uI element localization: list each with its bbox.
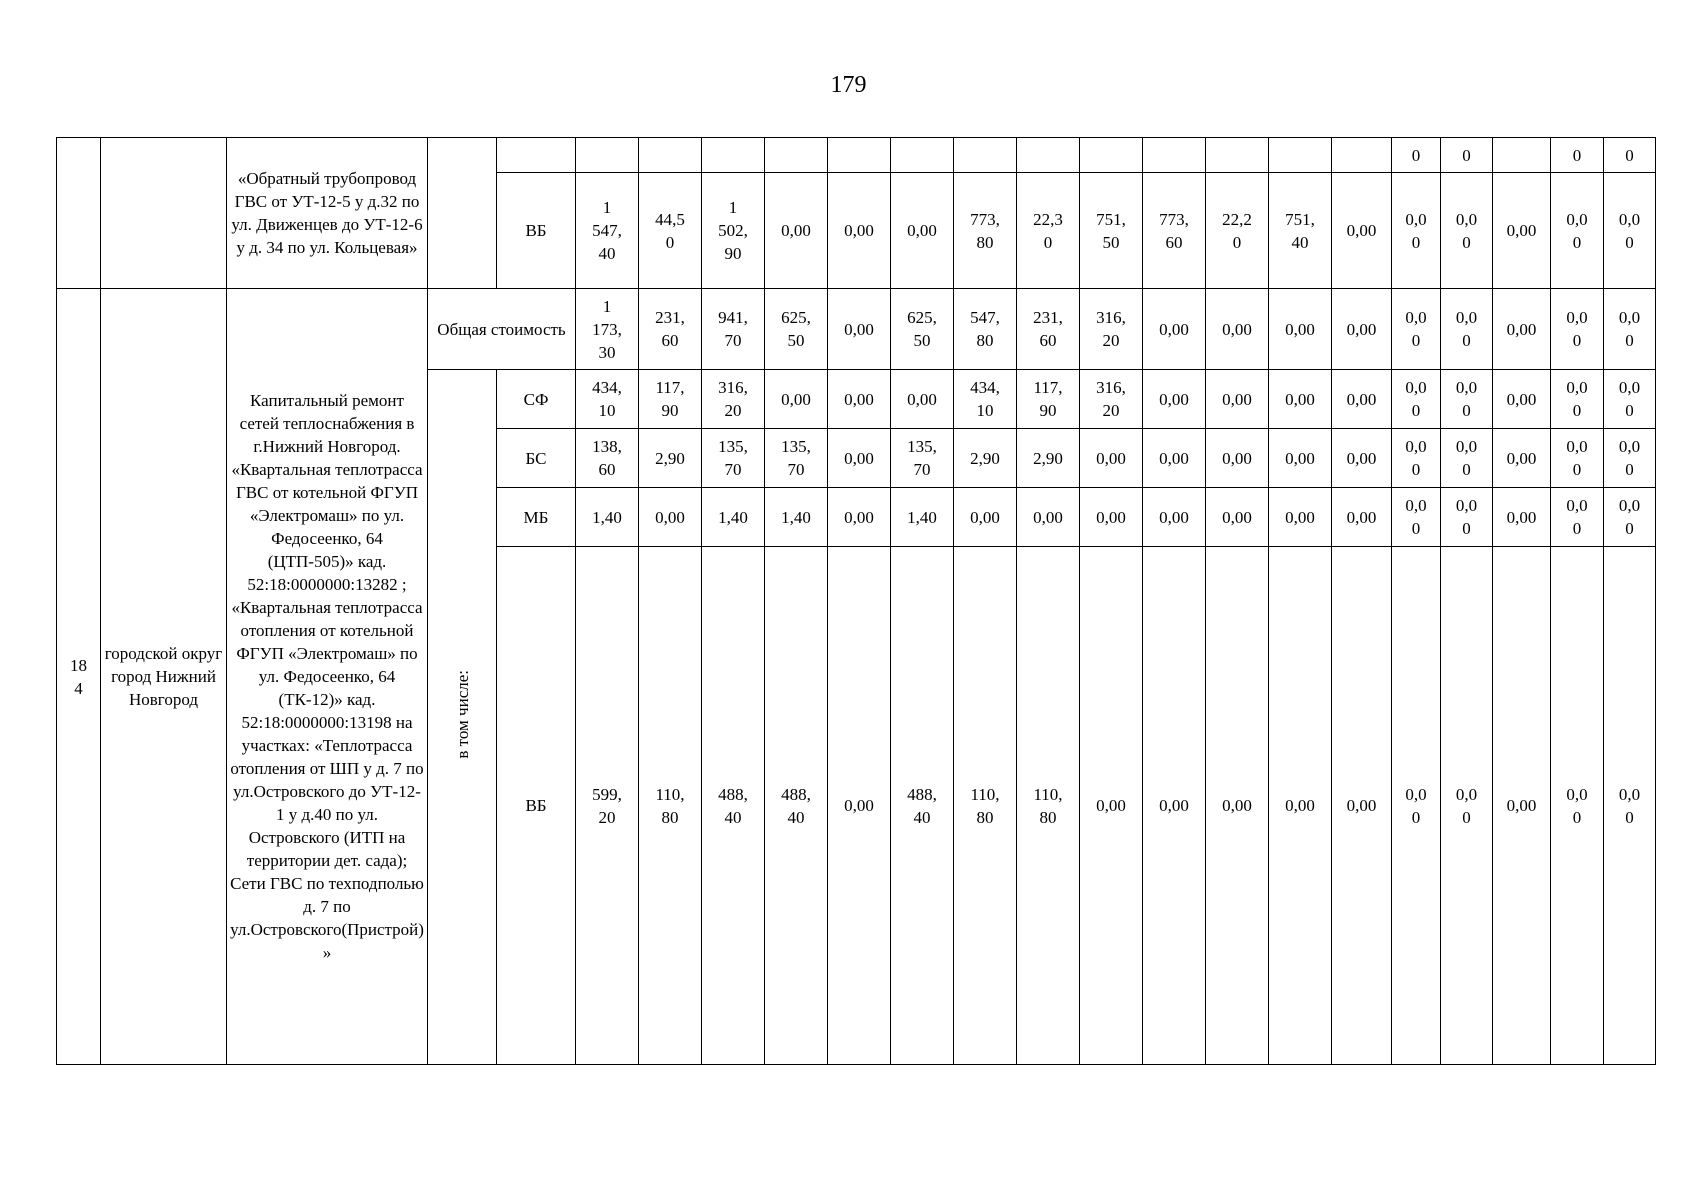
value-cell: 0,0 0 xyxy=(1392,289,1441,370)
value-cell: 316, 20 xyxy=(1080,370,1143,429)
value-cell: 0,00 xyxy=(891,370,954,429)
value-cell: 0,00 xyxy=(1143,547,1206,1065)
value-cell: 316, 20 xyxy=(1080,289,1143,370)
value-cell: 0,00 xyxy=(954,488,1017,547)
value-cell: 22,2 0 xyxy=(1206,173,1269,289)
value-cell: 0,00 xyxy=(1493,173,1551,289)
source-label: МБ xyxy=(497,488,576,547)
source-cell xyxy=(497,138,576,173)
value-cell: 0,00 xyxy=(828,173,891,289)
value-cell: 0 xyxy=(1551,138,1604,173)
value-cell: 135, 70 xyxy=(765,429,828,488)
item-number: 18 4 xyxy=(57,289,101,1065)
value-cell: 0,00 xyxy=(765,370,828,429)
value-cell: 1,40 xyxy=(891,488,954,547)
value-cell: 0,00 xyxy=(1269,289,1332,370)
value-cell: 773, 80 xyxy=(954,173,1017,289)
value-cell xyxy=(1269,138,1332,173)
value-cell: 0,0 0 xyxy=(1392,173,1441,289)
source-label: СФ xyxy=(497,370,576,429)
value-cell: 0,0 0 xyxy=(1441,370,1493,429)
value-cell: 488, 40 xyxy=(702,547,765,1065)
value-cell: 488, 40 xyxy=(765,547,828,1065)
value-cell: 0,0 0 xyxy=(1441,173,1493,289)
value-cell: 135, 70 xyxy=(702,429,765,488)
value-cell: 0,0 0 xyxy=(1604,289,1656,370)
value-cell: 0,00 xyxy=(1332,547,1392,1065)
value-cell: 0,00 xyxy=(1080,547,1143,1065)
value-cell: 0,00 xyxy=(1143,488,1206,547)
value-cell: 0,0 0 xyxy=(1551,547,1604,1065)
value-cell: 0,00 xyxy=(1493,370,1551,429)
value-cell: 0,00 xyxy=(1080,429,1143,488)
value-cell: 0,0 0 xyxy=(1604,547,1656,1065)
value-cell: 0,00 xyxy=(1206,289,1269,370)
value-cell: 0,00 xyxy=(1143,289,1206,370)
value-cell: 0,00 xyxy=(1332,289,1392,370)
value-cell: 231, 60 xyxy=(1017,289,1080,370)
value-cell: 1,40 xyxy=(576,488,639,547)
value-cell: 0,00 xyxy=(1332,429,1392,488)
value-cell: 0,0 0 xyxy=(1604,429,1656,488)
value-cell: 488, 40 xyxy=(891,547,954,1065)
value-cell: 0,00 xyxy=(1143,370,1206,429)
object-description: Капитальный ремонт сетей теплоснабжения в г.Нижний Новгород. «Квартальная теплотрасса ГВС от котельной ФГУП «Электромаш» по ул. Федосеенко, 64 (ЦТП-505)» кад. 52:18:0000000:13282 ; «Квартальная теплотрасса отопления от котельной ФГУП «Электромаш» по ул. Федосеенко, 64 (ТК-12)» кад. 52:18:0000000:13198 на участках: «Теплотрасса отопления от ШП у д. 7 по ул.Островского до УТ-12-1 у д.40 по ул. Островского (ИТП на территории дет. сада); Сети ГВС по техподполью д. 7 по ул.Островского(Пристрой)» xyxy=(227,289,428,1065)
value-cell: 625, 50 xyxy=(891,289,954,370)
financing-table xyxy=(56,137,1656,1065)
value-cell: 0,00 xyxy=(1269,429,1332,488)
value-cell xyxy=(1206,138,1269,173)
value-cell: 773, 60 xyxy=(1143,173,1206,289)
value-cell xyxy=(1143,138,1206,173)
including-label: в том числе: xyxy=(452,669,472,759)
value-cell: 0,0 0 xyxy=(1604,370,1656,429)
value-cell: 110, 80 xyxy=(954,547,1017,1065)
value-cell xyxy=(702,138,765,173)
value-cell: 547, 80 xyxy=(954,289,1017,370)
value-cell: 0,0 0 xyxy=(1392,429,1441,488)
value-cell: 0,00 xyxy=(1269,370,1332,429)
value-cell xyxy=(1493,138,1551,173)
value-cell: 0,00 xyxy=(1206,488,1269,547)
value-cell: 0,00 xyxy=(1332,488,1392,547)
value-cell: 110, 80 xyxy=(639,547,702,1065)
table-row xyxy=(57,138,1656,173)
source-label: ВБ xyxy=(497,173,576,289)
value-cell: 110, 80 xyxy=(1017,547,1080,1065)
value-cell: 0,00 xyxy=(1332,370,1392,429)
value-cell: 1,40 xyxy=(702,488,765,547)
value-cell: 0,00 xyxy=(1332,173,1392,289)
value-cell: 0,0 0 xyxy=(1441,488,1493,547)
value-cell: 117, 90 xyxy=(639,370,702,429)
value-cell: 0,00 xyxy=(891,173,954,289)
municipality-cell xyxy=(101,138,227,289)
source-label: ВБ xyxy=(497,547,576,1065)
object-description: «Обратный трубопровод ГВС от УТ-12-5 у д.32 по ул. Движенцев до УТ-12-6 у д. 34 по ул. Кольцевая» xyxy=(227,138,428,289)
value-cell xyxy=(1080,138,1143,173)
value-cell: 0,0 0 xyxy=(1551,173,1604,289)
value-cell xyxy=(1332,138,1392,173)
value-cell: 44,5 0 xyxy=(639,173,702,289)
page-number: 179 xyxy=(830,72,867,98)
value-cell: 0,00 xyxy=(828,488,891,547)
value-cell: 0,0 0 xyxy=(1551,289,1604,370)
value-cell: 0,0 0 xyxy=(1392,488,1441,547)
value-cell: 2,90 xyxy=(954,429,1017,488)
value-cell: 0 xyxy=(1604,138,1656,173)
value-cell: 0,00 xyxy=(1017,488,1080,547)
value-cell: 0,0 0 xyxy=(1604,173,1656,289)
value-cell: 135, 70 xyxy=(891,429,954,488)
value-cell xyxy=(765,138,828,173)
value-cell: 0,0 0 xyxy=(1604,488,1656,547)
value-cell: 0,00 xyxy=(828,370,891,429)
total-cost-label: Общая стоимость xyxy=(428,289,576,370)
value-cell: 0,00 xyxy=(1206,547,1269,1065)
value-cell xyxy=(639,138,702,173)
value-cell: 0,0 0 xyxy=(1441,289,1493,370)
value-cell: 0,00 xyxy=(765,173,828,289)
value-cell xyxy=(828,138,891,173)
value-cell: 0,0 0 xyxy=(1551,429,1604,488)
source-group-cell xyxy=(428,138,497,289)
value-cell: 0,00 xyxy=(1080,488,1143,547)
value-cell: 751, 50 xyxy=(1080,173,1143,289)
value-cell: 0,0 0 xyxy=(1551,370,1604,429)
including-label-cell xyxy=(428,370,497,1065)
value-cell: 0,00 xyxy=(1493,289,1551,370)
value-cell: 2,90 xyxy=(639,429,702,488)
value-cell: 0,00 xyxy=(1493,488,1551,547)
value-cell xyxy=(891,138,954,173)
value-cell: 0,0 0 xyxy=(1441,547,1493,1065)
value-cell: 941, 70 xyxy=(702,289,765,370)
value-cell: 434, 10 xyxy=(954,370,1017,429)
value-cell: 0,00 xyxy=(1269,547,1332,1065)
value-cell: 0,00 xyxy=(1493,429,1551,488)
value-cell: 0 xyxy=(1392,138,1441,173)
value-cell: 0,00 xyxy=(828,547,891,1065)
value-cell: 316, 20 xyxy=(702,370,765,429)
value-cell: 0,0 0 xyxy=(1551,488,1604,547)
value-cell: 1,40 xyxy=(765,488,828,547)
municipality: городской округ город Нижний Новгород xyxy=(101,289,227,1065)
value-cell: 0,00 xyxy=(639,488,702,547)
value-cell: 0,00 xyxy=(1269,488,1332,547)
value-cell: 434, 10 xyxy=(576,370,639,429)
value-cell: 599, 20 xyxy=(576,547,639,1065)
value-cell: 0,00 xyxy=(1206,370,1269,429)
value-cell: 0,0 0 xyxy=(1441,429,1493,488)
value-cell: 625, 50 xyxy=(765,289,828,370)
value-cell: 0,00 xyxy=(1143,429,1206,488)
value-cell xyxy=(1017,138,1080,173)
value-cell: 1 173, 30 xyxy=(576,289,639,370)
value-cell xyxy=(954,138,1017,173)
item-number-cell xyxy=(57,138,101,289)
value-cell: 0,0 0 xyxy=(1392,370,1441,429)
value-cell: 0 xyxy=(1441,138,1493,173)
value-cell: 0,00 xyxy=(828,289,891,370)
value-cell: 231, 60 xyxy=(639,289,702,370)
value-cell: 117, 90 xyxy=(1017,370,1080,429)
value-cell: 0,00 xyxy=(1206,429,1269,488)
value-cell xyxy=(576,138,639,173)
table-row xyxy=(57,289,1656,370)
value-cell: 751, 40 xyxy=(1269,173,1332,289)
value-cell: 138, 60 xyxy=(576,429,639,488)
value-cell: 0,00 xyxy=(828,429,891,488)
value-cell: 1 502, 90 xyxy=(702,173,765,289)
source-label: БС xyxy=(497,429,576,488)
value-cell: 22,3 0 xyxy=(1017,173,1080,289)
value-cell: 2,90 xyxy=(1017,429,1080,488)
value-cell: 0,00 xyxy=(1493,547,1551,1065)
value-cell: 0,0 0 xyxy=(1392,547,1441,1065)
value-cell: 1 547, 40 xyxy=(576,173,639,289)
